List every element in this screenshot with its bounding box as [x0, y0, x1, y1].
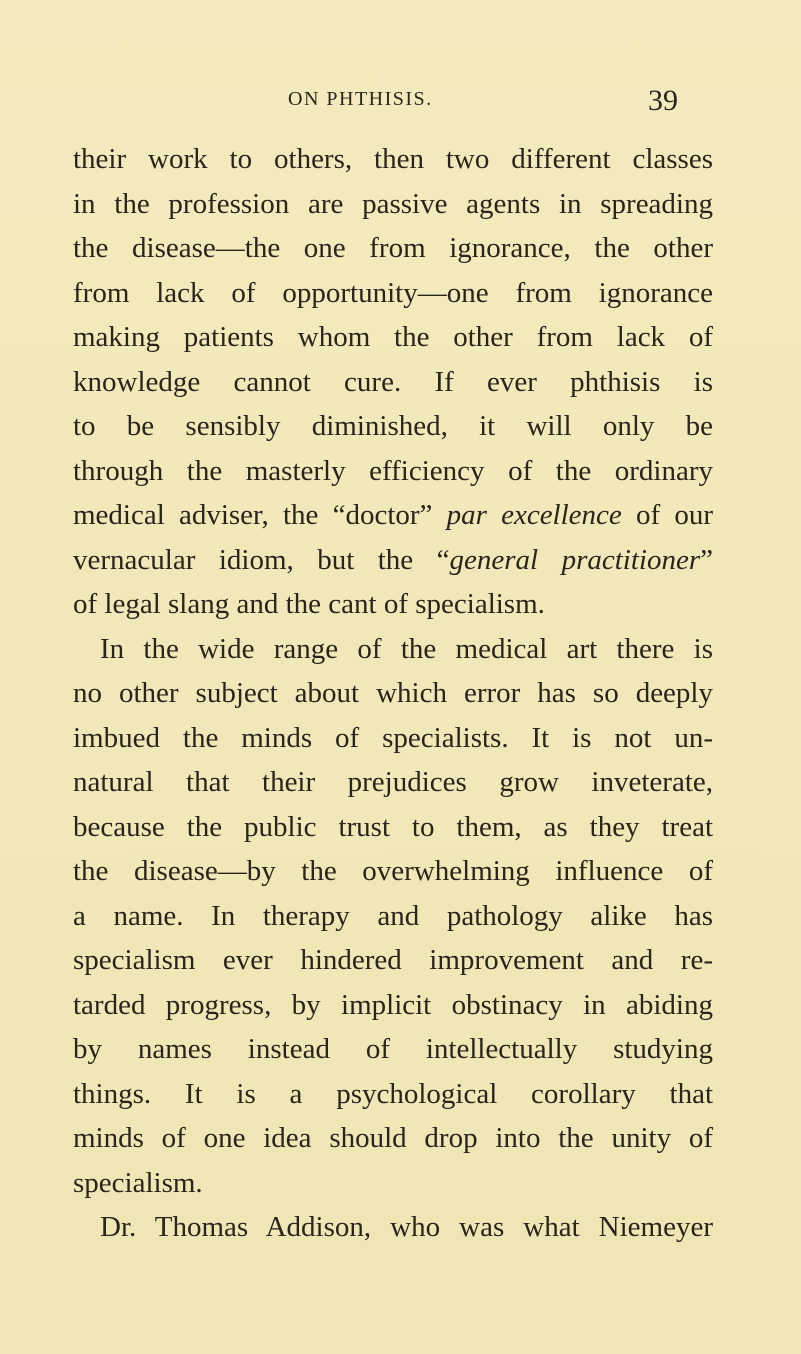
text-segment: vernacular idiom, but the “ — [73, 543, 450, 576]
italic-phrase: general practitioner — [449, 543, 701, 576]
text-segment: of our — [621, 499, 713, 531]
text-line: to be sensibly diminished, it will only be — [73, 410, 713, 442]
text-line: things. It is a psychological corollary that — [73, 1077, 713, 1110]
text-segment: ” — [700, 543, 713, 576]
text-line: natural that their prejudices grow inveterate, — [73, 766, 713, 798]
text-line: through the masterly efficiency of the ordinary — [73, 454, 713, 487]
running-head: ON PHTHISIS. — [288, 88, 433, 110]
page-header — [0, 84, 801, 124]
text-line: from lack of opportunity—one from ignorance — [73, 276, 713, 309]
italic-phrase: par excellence — [446, 499, 622, 531]
text-line: by names instead of intellectually studying — [73, 1033, 713, 1065]
text-line: their work to others, then two different classes — [73, 143, 713, 175]
text-line: specialism ever hindered improvement and re- — [73, 944, 713, 976]
text-line: a name. In therapy and pathology alike has — [73, 899, 713, 932]
text-line: the disease—by the overwhelming influence of — [73, 855, 713, 887]
text-line: no other subject about which error has so deeply — [73, 677, 713, 709]
text-line: in the profession are passive agents in spreading — [73, 187, 713, 220]
text-line: making patients whom the other from lack of — [73, 321, 713, 353]
text-segment: medical adviser, the “doctor” — [73, 499, 447, 531]
text-line: the disease—the one from ignorance, the other — [73, 232, 713, 264]
page-number: 39 — [648, 84, 678, 117]
text-line: minds of one idea should drop into the unity of — [73, 1122, 713, 1154]
text-line: tarded progress, by implicit obstinacy in abiding — [73, 988, 713, 1021]
text-line: specialism. — [73, 1166, 203, 1199]
text-line — [73, 540, 713, 580]
paragraph-start-line: In the wide range of the medical art there is — [100, 632, 713, 665]
text-line: of legal slang and the cant of specialism. — [73, 588, 545, 620]
text-line: knowledge cannot cure. If ever phthisis is — [73, 365, 713, 398]
paragraph-start-line: Dr. Thomas Addison, who was what Niemeyer — [100, 1211, 713, 1243]
text-line: because the public trust to them, as they treat — [73, 810, 713, 843]
text-line — [73, 495, 713, 535]
text-line: imbued the minds of specialists. It is not un- — [73, 721, 713, 754]
